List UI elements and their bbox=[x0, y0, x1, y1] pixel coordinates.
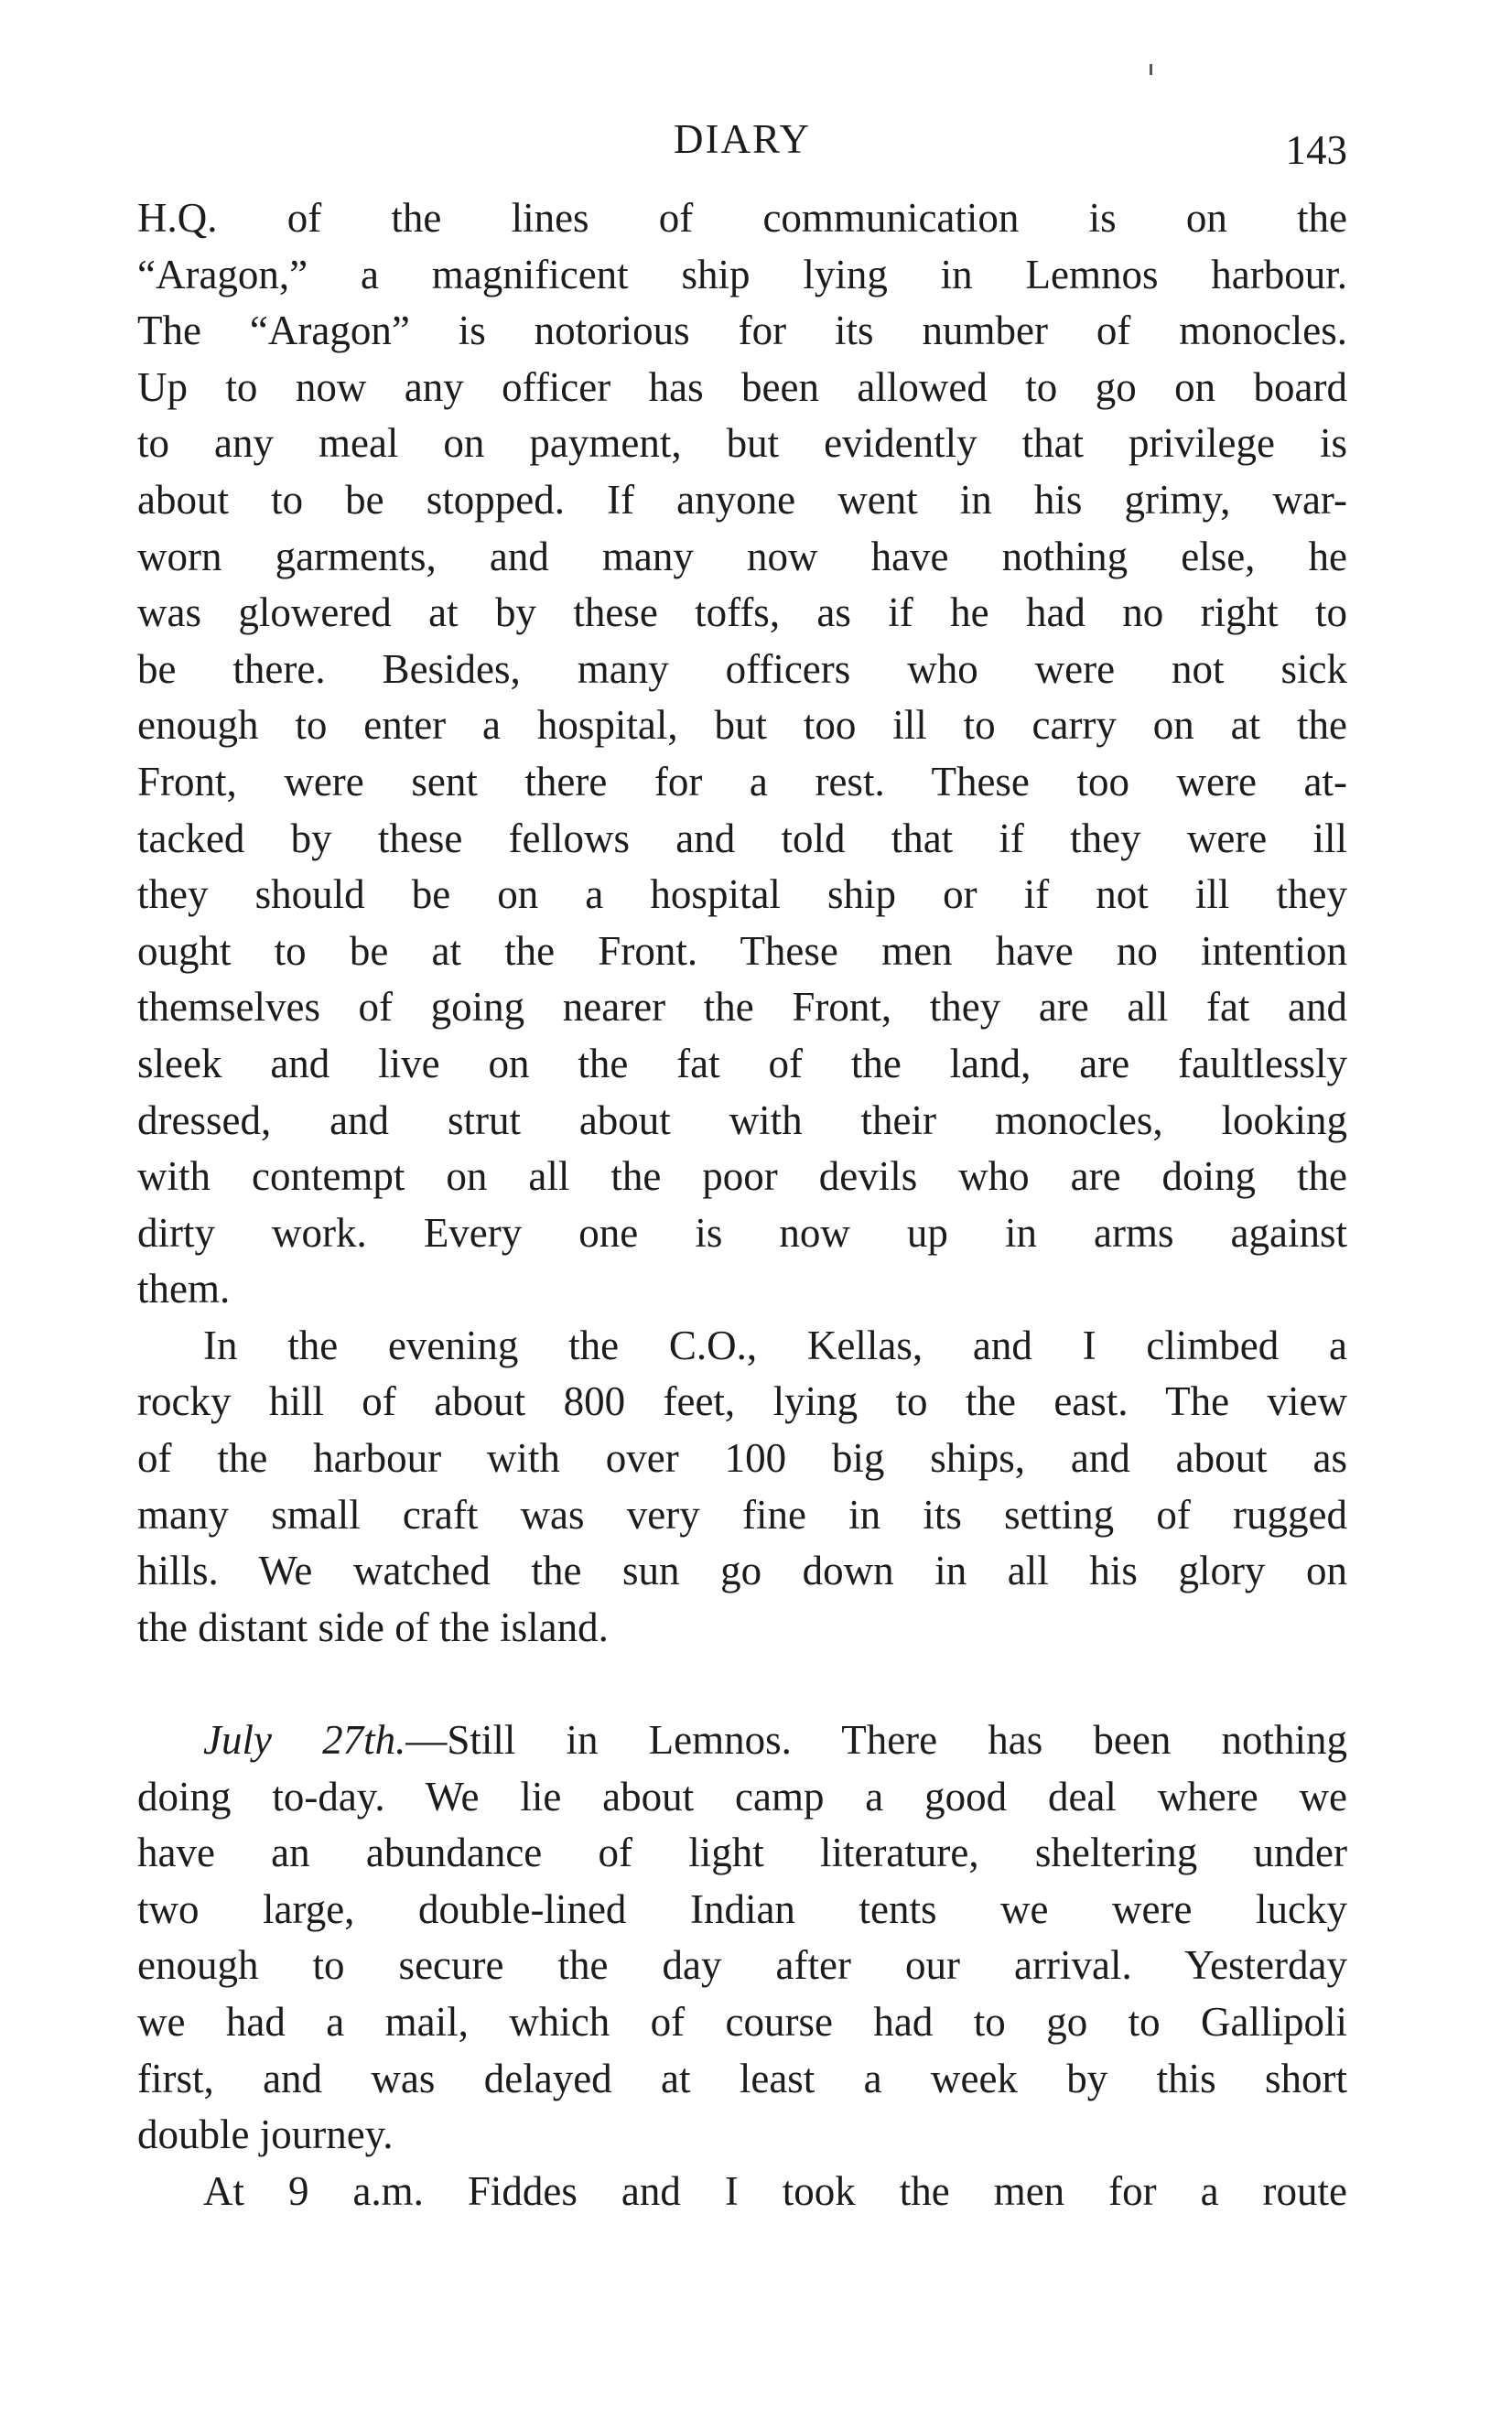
text-line: with contempt on all the poor devils who are doing the bbox=[137, 1153, 1347, 1200]
text-line: about to be stopped. If anyone went in his grimy, war- bbox=[137, 476, 1347, 523]
text-line: dirty work. Every one is now up in arms against bbox=[137, 1209, 1347, 1256]
text-line: them. bbox=[137, 1266, 231, 1312]
running-head: DIARY bbox=[673, 116, 811, 162]
text-line: ought to be at the Front. These men have no intention bbox=[137, 927, 1347, 974]
text-line: to any meal on payment, but evidently that privilege is bbox=[137, 420, 1347, 467]
text-line: Front, were sent there for a rest. These too were at- bbox=[137, 758, 1347, 805]
page-number: 143 bbox=[1285, 127, 1347, 173]
text-line: The “Aragon” is notorious for its number of monocles. bbox=[137, 308, 1347, 354]
entry-first-line: —Still in Lemnos. There has been nothing bbox=[405, 1717, 1347, 1764]
paragraph-evening-climb bbox=[137, 1318, 1347, 1657]
text-line: they should be on a hospital ship or if not ill they bbox=[137, 871, 1347, 918]
text-line: dressed, and strut about with their monocles, looking bbox=[137, 1096, 1347, 1143]
text-line: “Aragon,” a magnificent ship lying in Lemnos harbour. bbox=[137, 251, 1347, 297]
text-line: themselves of going nearer the Front, they are all fat and bbox=[137, 984, 1347, 1031]
text-line: At 9 a.m. Fiddes and I took the men for a route bbox=[203, 2167, 1347, 2214]
text-line: tacked by these fellows and told that if they were ill bbox=[137, 815, 1347, 861]
text-line: enough to enter a hospital, but too ill to carry on at the bbox=[137, 702, 1347, 749]
text-line: have an abundance of light literature, sheltering under bbox=[137, 1830, 1347, 1876]
text-line: we had a mail, which of course had to go to Gallipoli bbox=[137, 1999, 1347, 2045]
page-header bbox=[137, 108, 1347, 172]
text-line: first, and was delayed at least a week by this short bbox=[137, 2055, 1347, 2101]
text-line: was glowered at by these toffs, as if he had no right to bbox=[137, 589, 1347, 636]
text-line: Up to now any officer has been allowed to go on board bbox=[137, 363, 1347, 410]
paragraph-july-27 bbox=[137, 1712, 1347, 2164]
text-line: hills. We watched the sun go down in all his glory on bbox=[137, 1548, 1347, 1594]
text-line: double journey. bbox=[137, 2111, 394, 2158]
text-line: enough to secure the day after our arrival. Yesterday bbox=[137, 1942, 1347, 1989]
section-gap bbox=[137, 1656, 1347, 1712]
text-line: two large, double-lined Indian tents we were lucky bbox=[137, 1885, 1347, 1932]
text-line: many small craft was very fine in its setting of rugged bbox=[137, 1491, 1347, 1538]
text-line: be there. Besides, many officers who were not sick bbox=[137, 645, 1347, 692]
text-line: the distant side of the island. bbox=[137, 1604, 609, 1650]
page-content bbox=[137, 108, 1347, 2219]
paragraph-route-march bbox=[137, 2164, 1347, 2220]
text-line: of the harbour with over 100 big ships, and about as bbox=[137, 1435, 1347, 1482]
print-speck bbox=[1150, 64, 1152, 75]
text-line: rocky hill of about 800 feet, lying to the east. The view bbox=[137, 1378, 1347, 1425]
text-line: sleek and live on the fat of the land, are faultlessly bbox=[137, 1040, 1347, 1086]
paragraph-aragon bbox=[137, 190, 1347, 1318]
text-line: H.Q. of the lines of communication is on the bbox=[137, 195, 1347, 241]
text-line: worn garments, and many now have nothing else, he bbox=[137, 533, 1347, 579]
text-line bbox=[137, 1712, 1347, 1769]
text-line: doing to-day. We lie about camp a good deal where we bbox=[137, 1773, 1347, 1820]
entry-date: July 27th. bbox=[203, 1717, 406, 1764]
body-text bbox=[137, 190, 1347, 2219]
text-line: In the evening the C.O., Kellas, and I climbed a bbox=[203, 1322, 1347, 1368]
